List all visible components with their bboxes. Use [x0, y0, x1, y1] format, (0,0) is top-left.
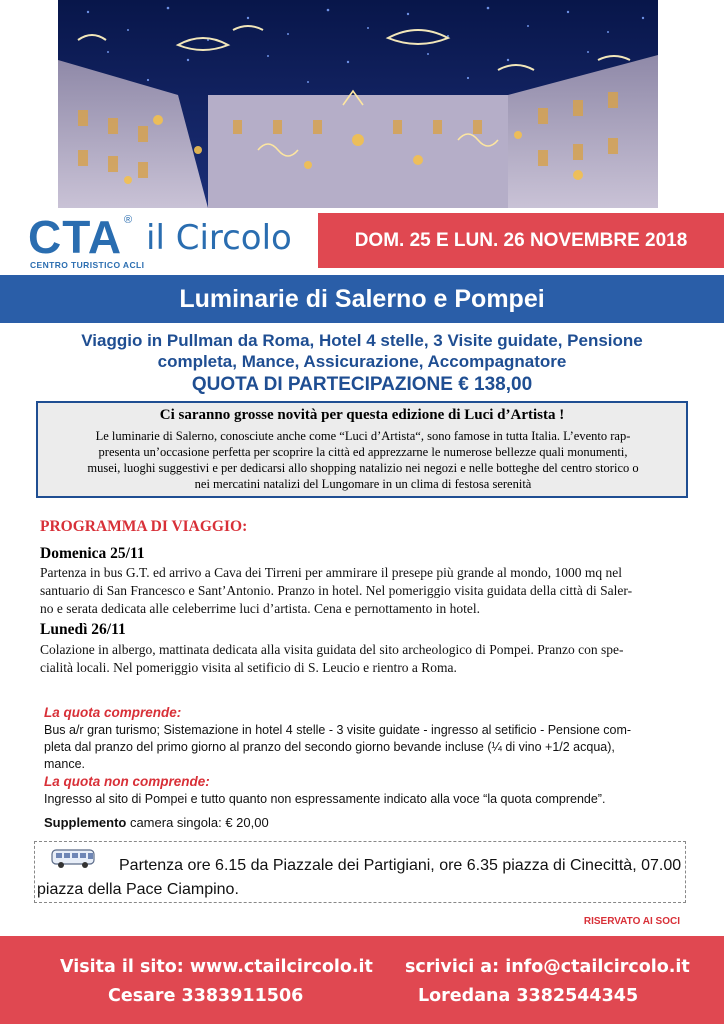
included-heading: La quota comprende: — [44, 705, 182, 720]
excluded-heading: La quota non comprende: — [44, 774, 210, 789]
day-line: no e serata dedicata alle celeberrime luci d’artista. Cena e pernottamento in hotel. — [40, 601, 481, 616]
cta-logo-letters: CTA — [28, 211, 123, 263]
day-description — [40, 641, 688, 677]
cta-logo — [28, 211, 318, 274]
registered-mark: ® — [124, 214, 133, 226]
day-title: Lunedì 26/11 — [40, 621, 126, 638]
subtitle-line-2: completa, Mance, Assicurazione, Accompagnatore — [157, 352, 567, 371]
footer-contacts — [0, 936, 724, 1024]
info-line: musei, luoghi suggestivi e per dedicarsi allo shopping natalizio nei negozi e nelle botteghe del centro storico o — [87, 461, 639, 475]
page-title: Luminarie di Salerno e Pompei — [0, 275, 724, 323]
supplement-text: camera singola: € 20,00 — [126, 815, 269, 830]
info-line: Le luminarie di Salerno, conosciute anche come “Luci d’Artista“, sono famose in tutta Italia. L’evento rap- — [95, 429, 631, 443]
price-quota: QUOTA DI PARTECIPAZIONE € 138,00 — [191, 374, 533, 395]
included-text — [44, 722, 686, 773]
excluded-text: Ingresso al sito di Pompei e tutto quanto non espressamente indicato alla voce “la quota comprende”. — [44, 792, 606, 806]
departure-text: Partenza ore 6.15 da Piazzale dei Partigiani, ore 6.35 piazza di Cinecittà, 07.00 piazza della Pace Ciampino. — [37, 857, 682, 898]
website-link[interactable]: Visita il sito: www.ctailcircolo.it — [60, 957, 373, 977]
info-heading: Ci saranno grosse novità per questa edizione di Luci d’Artista ! — [159, 407, 565, 423]
contact-phone: Cesare 3383911506 — [108, 986, 304, 1006]
supplement-line — [44, 814, 686, 831]
day-line: santuario di San Francesco e Sant’Antonio. Pranzo in hotel. Nel pomeriggio visita guidata della città di Saler- — [40, 583, 633, 598]
supplement-label: Supplemento — [44, 815, 127, 830]
date-banner: DOM. 25 E LUN. 26 NOVEMBRE 2018 — [318, 213, 724, 268]
luminarie-illustration — [58, 0, 658, 208]
info-body — [46, 428, 680, 492]
day-line: Partenza in bus G.T. ed arrivo a Cava dei Tirreni per ammirare il presepe più grande al mondo, 1000 mq nel — [40, 565, 622, 580]
info-line: presenta un’occasione perfetta per scoprire la città ed apprezzarne le numerose bellezze quali monumenti, — [98, 445, 628, 459]
contact-phone: Loredana 3382544345 — [418, 986, 639, 1006]
day-line: Colazione in albergo, mattinata dedicata alla visita guidata del sito archeologico di Pompei. Pranzo con spe- — [40, 642, 624, 657]
day-line: cialità locali. Nel pomeriggio visita al setificio di S. Leucio e rientro a Roma. — [40, 660, 457, 675]
included-line: pleta dal pranzo del primo giorno al pranzo del secondo giorno bevande incluse (¼ di vino +1/2 acqua), — [44, 740, 615, 754]
subtitle-line-1: Viaggio in Pullman da Roma, Hotel 4 stelle, 3 Visite guidate, Pensione — [81, 331, 643, 350]
program-title: PROGRAMMA DI VIAGGIO: — [40, 518, 248, 535]
hero-photo — [58, 0, 658, 208]
departure-box — [34, 841, 686, 903]
day-title: Domenica 25/11 — [40, 545, 145, 562]
logo-subtitle: CENTRO TURISTICO ACLI — [30, 260, 145, 270]
members-only-note: RISERVATO AI SOCI — [583, 916, 680, 927]
logo-name: il Circolo — [146, 218, 292, 258]
day-description — [40, 564, 688, 618]
included-line: Bus a/r gran turismo; Sistemazione in hotel 4 stelle - 3 visite guidate - ingresso al setificio - Pensione com- — [44, 723, 632, 737]
info-box — [36, 401, 688, 498]
included-line: mance. — [44, 757, 85, 771]
info-line: nei mercatini natalizi del Lungomare in un clima di festosa serenità — [194, 477, 532, 491]
email-link[interactable]: scrivici a: info@ctailcircolo.it — [405, 957, 690, 977]
